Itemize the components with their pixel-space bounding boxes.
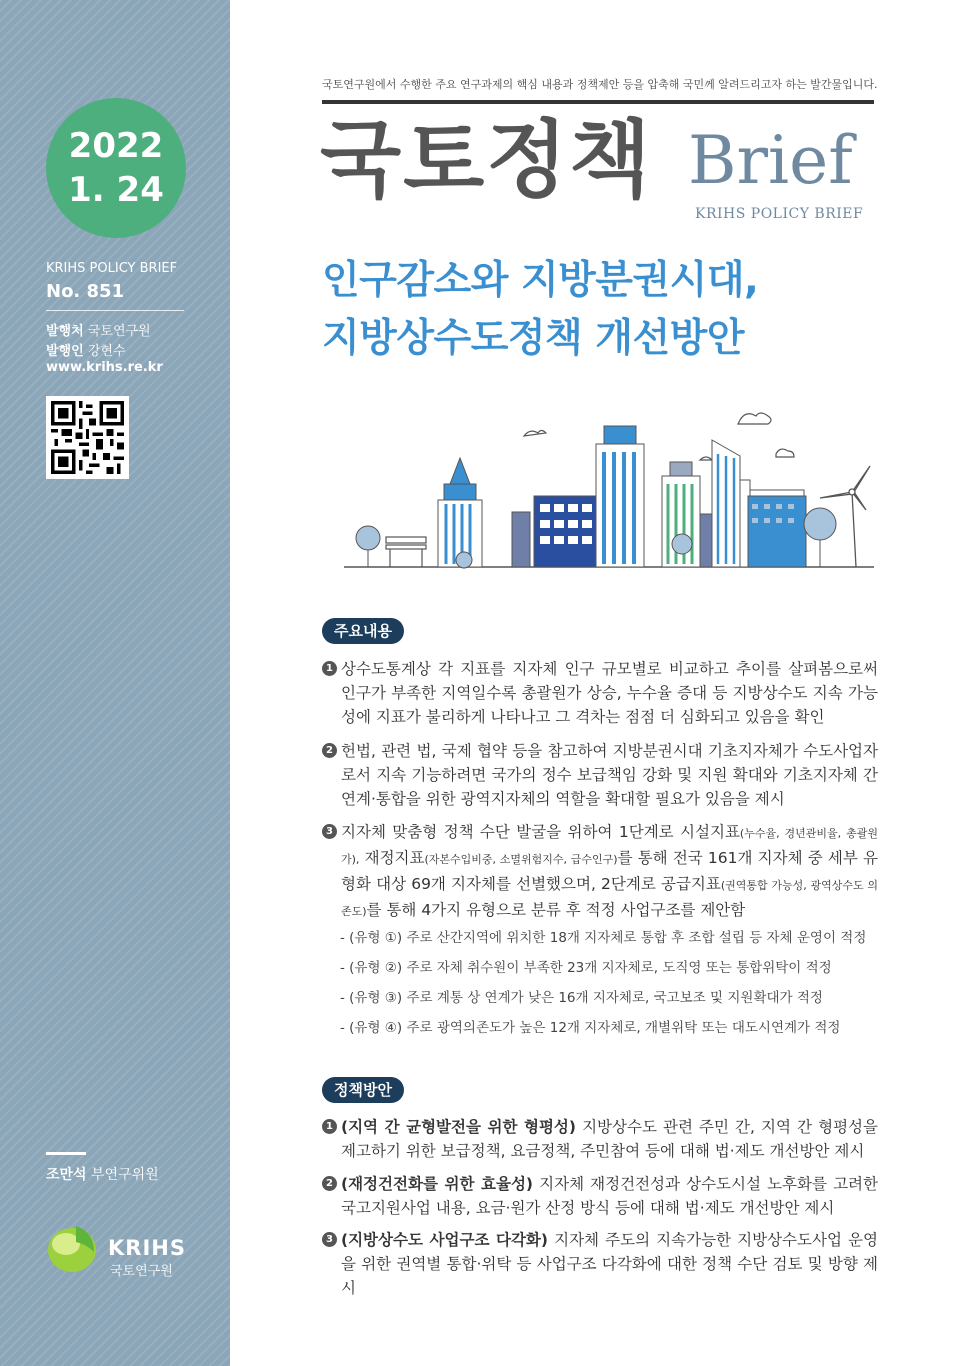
policy-item-body: 지자체 주도의 지속가능한 지방상수도사업 운영을 위한 권역별 통합·위탁 등 사업구조 다각화에 대한 정책 수단 검토 및 방향 제시 [341, 1231, 878, 1297]
publisher-line [46, 320, 151, 339]
summary-item-text: 상수도통계상 각 지표를 지자체 인구 규모별로 비교하고 추이를 살펴봄으로써 인구가 부족한 지역일수록 총괄원가 상승, 누수율 증대 등 지방상수도 지속 가능성에 지표가 불리하게 나타나고 그 격차는 점점 더 심화되고 있음을 확인 [341, 660, 878, 726]
item-number-badge: 1 [322, 661, 337, 676]
issue-number: No. 851 [46, 281, 125, 302]
policy-item-text [341, 1172, 878, 1220]
publisher-label: 발행처 [46, 324, 84, 339]
summary-item-text [341, 820, 878, 924]
item-number-badge: 3 [322, 1232, 337, 1247]
type-item-4: - (유형 ④) 주로 광역의존도가 높은 12개 지자체로, 개별위탁 또는 대도시연계가 적정 [340, 1020, 841, 1036]
headline-line-2: 지방상수도정책 개선방안 [322, 316, 744, 361]
website-link[interactable]: www.krihs.re.kr [46, 360, 163, 375]
text-segment: 를 통해 전국 161개 지자체 중 세부 유형화 대상 69개 지자체를 선별했으며, 2단계로 공급지표 [341, 849, 878, 893]
series-name: KRIHS POLICY BRIEF [46, 261, 178, 276]
item-number-badge: 2 [322, 743, 337, 758]
issuer-value: 강현수 [87, 344, 126, 359]
issue-year: 2022 [68, 126, 164, 166]
item-number-badge: 1 [322, 1119, 337, 1134]
policy-item-lead: (지역 간 균형발전을 위한 형평성) [341, 1118, 576, 1136]
publication-title-en: Brief [688, 122, 853, 199]
logo-subtext: 국토연구원 [110, 1264, 173, 1279]
summary-item-2 [322, 739, 878, 811]
cityscape-illustration [340, 404, 876, 574]
summary-item-text: 헌법, 관련 법, 국제 협약 등을 참고하여 지방분권시대 기초지자체가 수도사업자로서 지속 기능하려면 국가의 정수 보급책임 강화 및 지원 확대와 기초지자체 간 연계·통합을 위한 광역지자체의 역할을 확대할 필요가 있음을 제시 [341, 742, 878, 808]
sidebar [0, 0, 230, 1366]
policy-section-label: 정책방안 [322, 1077, 404, 1103]
summary-section-label: 주요내용 [322, 618, 404, 644]
publication-title: 국토정책 [320, 111, 653, 209]
issuer-label: 발행인 [46, 344, 84, 359]
summary-item-3 [322, 820, 878, 924]
summary-item-1 [322, 657, 878, 729]
type-item-2: - (유형 ②) 주로 자체 취수원이 부족한 23개 지자체로, 도직영 또는 통합위탁이 적정 [340, 960, 832, 976]
publisher-value: 국토연구원 [87, 324, 151, 339]
type-item-3: - (유형 ③) 주로 계통 상 연계가 낮은 16개 지자체로, 국고보조 및 지원확대가 적정 [340, 990, 823, 1006]
krihs-leaf-icon [46, 1222, 102, 1278]
text-segment: 지자체 맞춤형 정책 수단 발굴을 위하여 1단계로 시설지표 [341, 823, 740, 841]
logo-text: KRIHS [108, 1236, 186, 1260]
author-name: 조만석 [46, 1167, 87, 1183]
policy-item-1 [322, 1115, 878, 1163]
policy-item-2 [322, 1172, 878, 1220]
policy-item-body: 지자체 재정건전성과 상수도시설 노후화를 고려한 국고지원사업 내용, 요금·원가 산정 방식 등에 대해 법·제도 개선방안 제시 [341, 1175, 878, 1217]
header-rule [322, 100, 874, 104]
publication-subtitle-en: KRIHS POLICY BRIEF [695, 206, 864, 222]
text-note: (권역통합 가능성, 광역상수도 의존도) [341, 879, 878, 918]
divider [46, 310, 184, 311]
text-note: (자본수입비중, 소멸위험지수, 급수인구) [424, 853, 618, 866]
policy-item-body: 지방상수도 관련 주민 간, 지역 간 형평성을 제고하기 위한 보급정책, 요금정책, 주민참여 등에 대해 법·제도 개선방안 제시 [341, 1118, 878, 1160]
krihs-logo [46, 1222, 196, 1278]
text-segment: 재정지표 [359, 849, 425, 867]
qr-code-icon[interactable] [46, 396, 129, 479]
item-number-badge: 3 [322, 824, 337, 839]
policy-item-text [341, 1228, 878, 1300]
item-number-badge: 2 [322, 1176, 337, 1191]
policy-item-text [341, 1115, 878, 1163]
tagline: 국토연구원에서 수행한 주요 연구과제의 핵심 내용과 정책제안 등을 압축해 국민께 알려드리고자 하는 발간물입니다. [322, 78, 878, 91]
text-segment: 를 통해 4가지 유형으로 분류 후 적정 사업구조를 제안함 [366, 901, 746, 919]
policy-item-lead: (지방상수도 사업구조 다각화) [341, 1231, 548, 1249]
headline-line-1: 인구감소와 지방분권시대, [322, 258, 759, 303]
author-title: 부연구위원 [91, 1167, 159, 1183]
author-divider [46, 1152, 86, 1155]
date-badge [46, 98, 186, 238]
author [46, 1164, 159, 1184]
issue-date: 1. 24 [68, 170, 164, 210]
policy-item-3 [322, 1228, 878, 1300]
policy-item-lead: (재정건전화를 위한 효율성) [341, 1175, 534, 1193]
issuer-line [46, 340, 126, 359]
text-note: (누수율, 경년관비율, 총괄원가), [341, 827, 878, 866]
type-item-1: - (유형 ①) 주로 산간지역에 위치한 18개 지자체로 통합 후 조합 설립 등 자체 운영이 적정 [340, 930, 867, 946]
